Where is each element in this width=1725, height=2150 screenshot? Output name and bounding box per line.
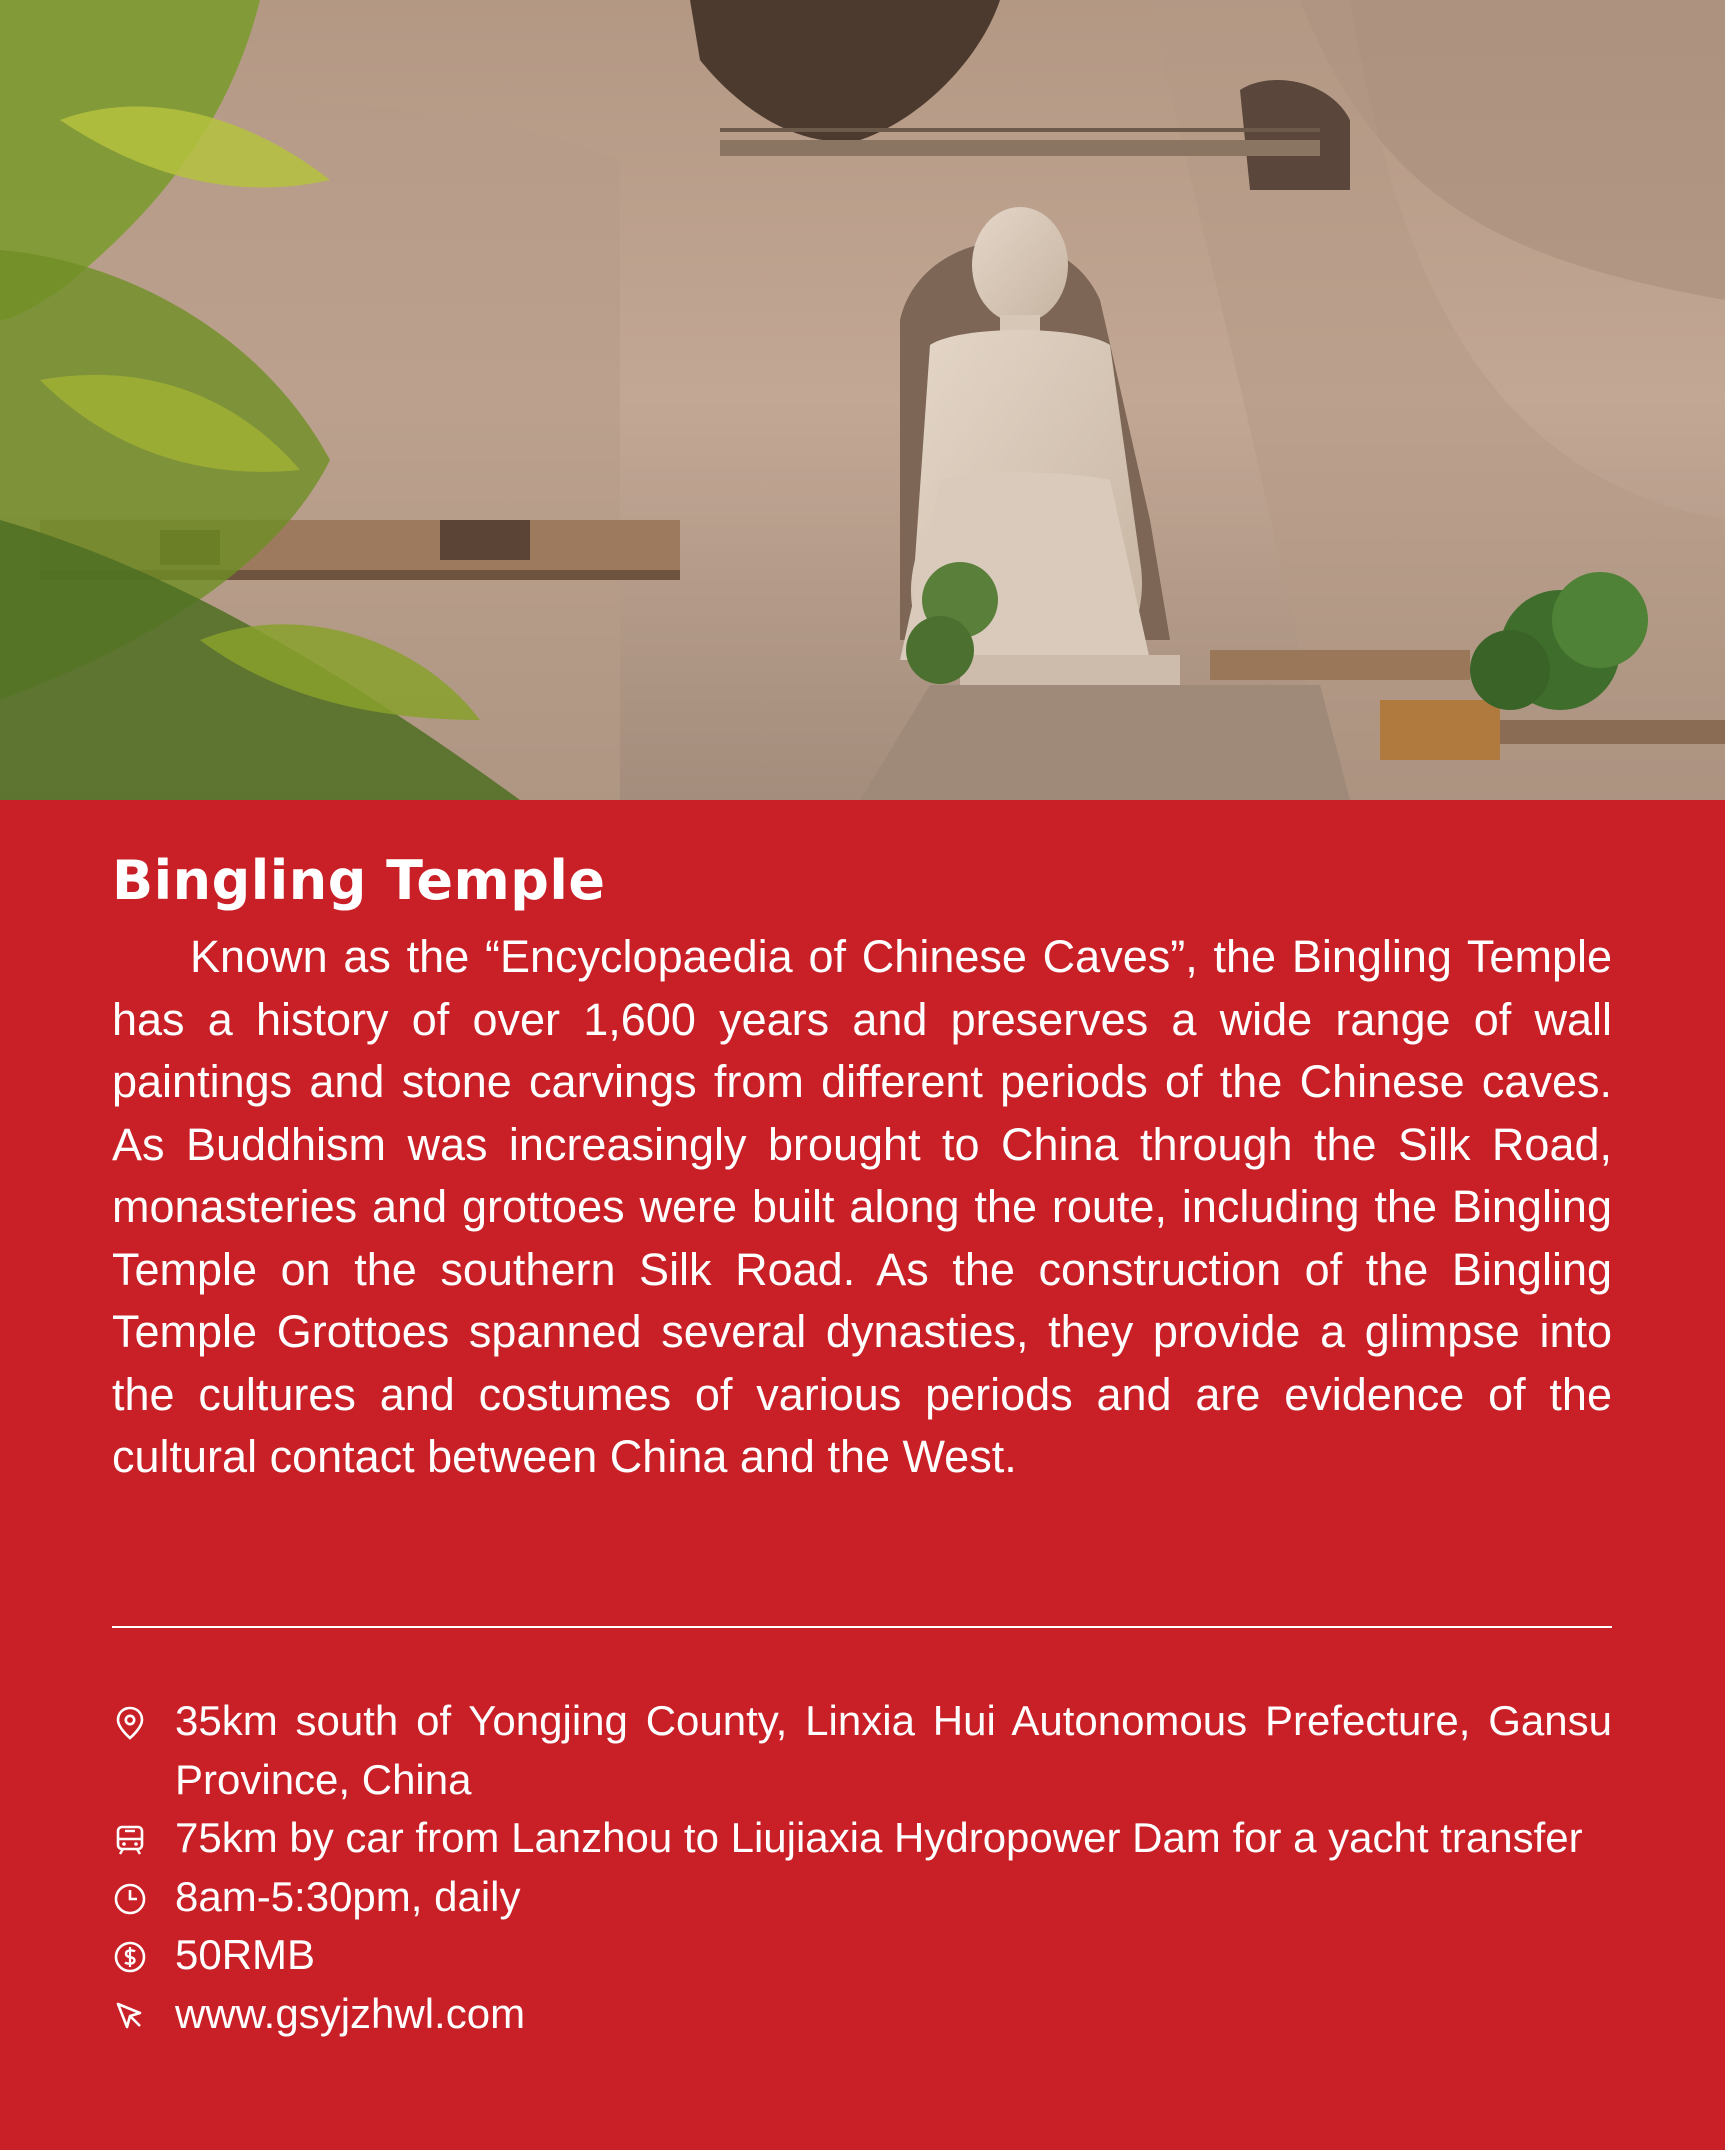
website-link[interactable]: www.gsyjzhwl.com — [175, 1989, 526, 2037]
content-section — [112, 800, 1612, 1489]
page-title: Bingling Temple — [112, 849, 606, 912]
transport-text: 75km by car from Lanzhou to Liujiaxia Hydropower Dam for a yacht transfer — [175, 1814, 1583, 1861]
info-location — [112, 1692, 1612, 1809]
info-list — [112, 1692, 1612, 2043]
location-text: 35km south of Yongjing County, Linxia Hui Autonomous Prefecture, Gansu Province, China — [175, 1697, 1612, 1803]
divider — [112, 1626, 1612, 1628]
cursor-icon — [112, 1998, 148, 2034]
dollar-icon — [112, 1939, 148, 1975]
info-price — [112, 1926, 1612, 1985]
description: Known as the “Encyclopaedia of Chinese Caves”, the Bingling Temple has a history of over 1,600 years and preserves a wide range of wall paintings and stone carvings from different periods of the Chinese caves. As Buddhism was increasingly brought to China through the Silk Road, monasteries and grottoes were built along the route, including the Bingling Temple on the southern Silk Road. As the construction of the Bingling Temple Grottoes spanned several dynasties, they provide a glimpse into the cultures and costumes of various periods and are evidence of the cultural contact between China and the West. — [112, 931, 1612, 1482]
price-text: 50RMB — [175, 1931, 316, 1978]
hero-photo — [0, 0, 1725, 800]
info-hours — [112, 1868, 1612, 1927]
info-transport — [112, 1809, 1612, 1868]
bus-icon — [112, 1822, 148, 1858]
info-website — [112, 1985, 1612, 2044]
clock-icon — [112, 1881, 148, 1917]
location-pin-icon — [112, 1705, 148, 1741]
hours-text: 8am-5:30pm, daily — [175, 1872, 521, 1920]
